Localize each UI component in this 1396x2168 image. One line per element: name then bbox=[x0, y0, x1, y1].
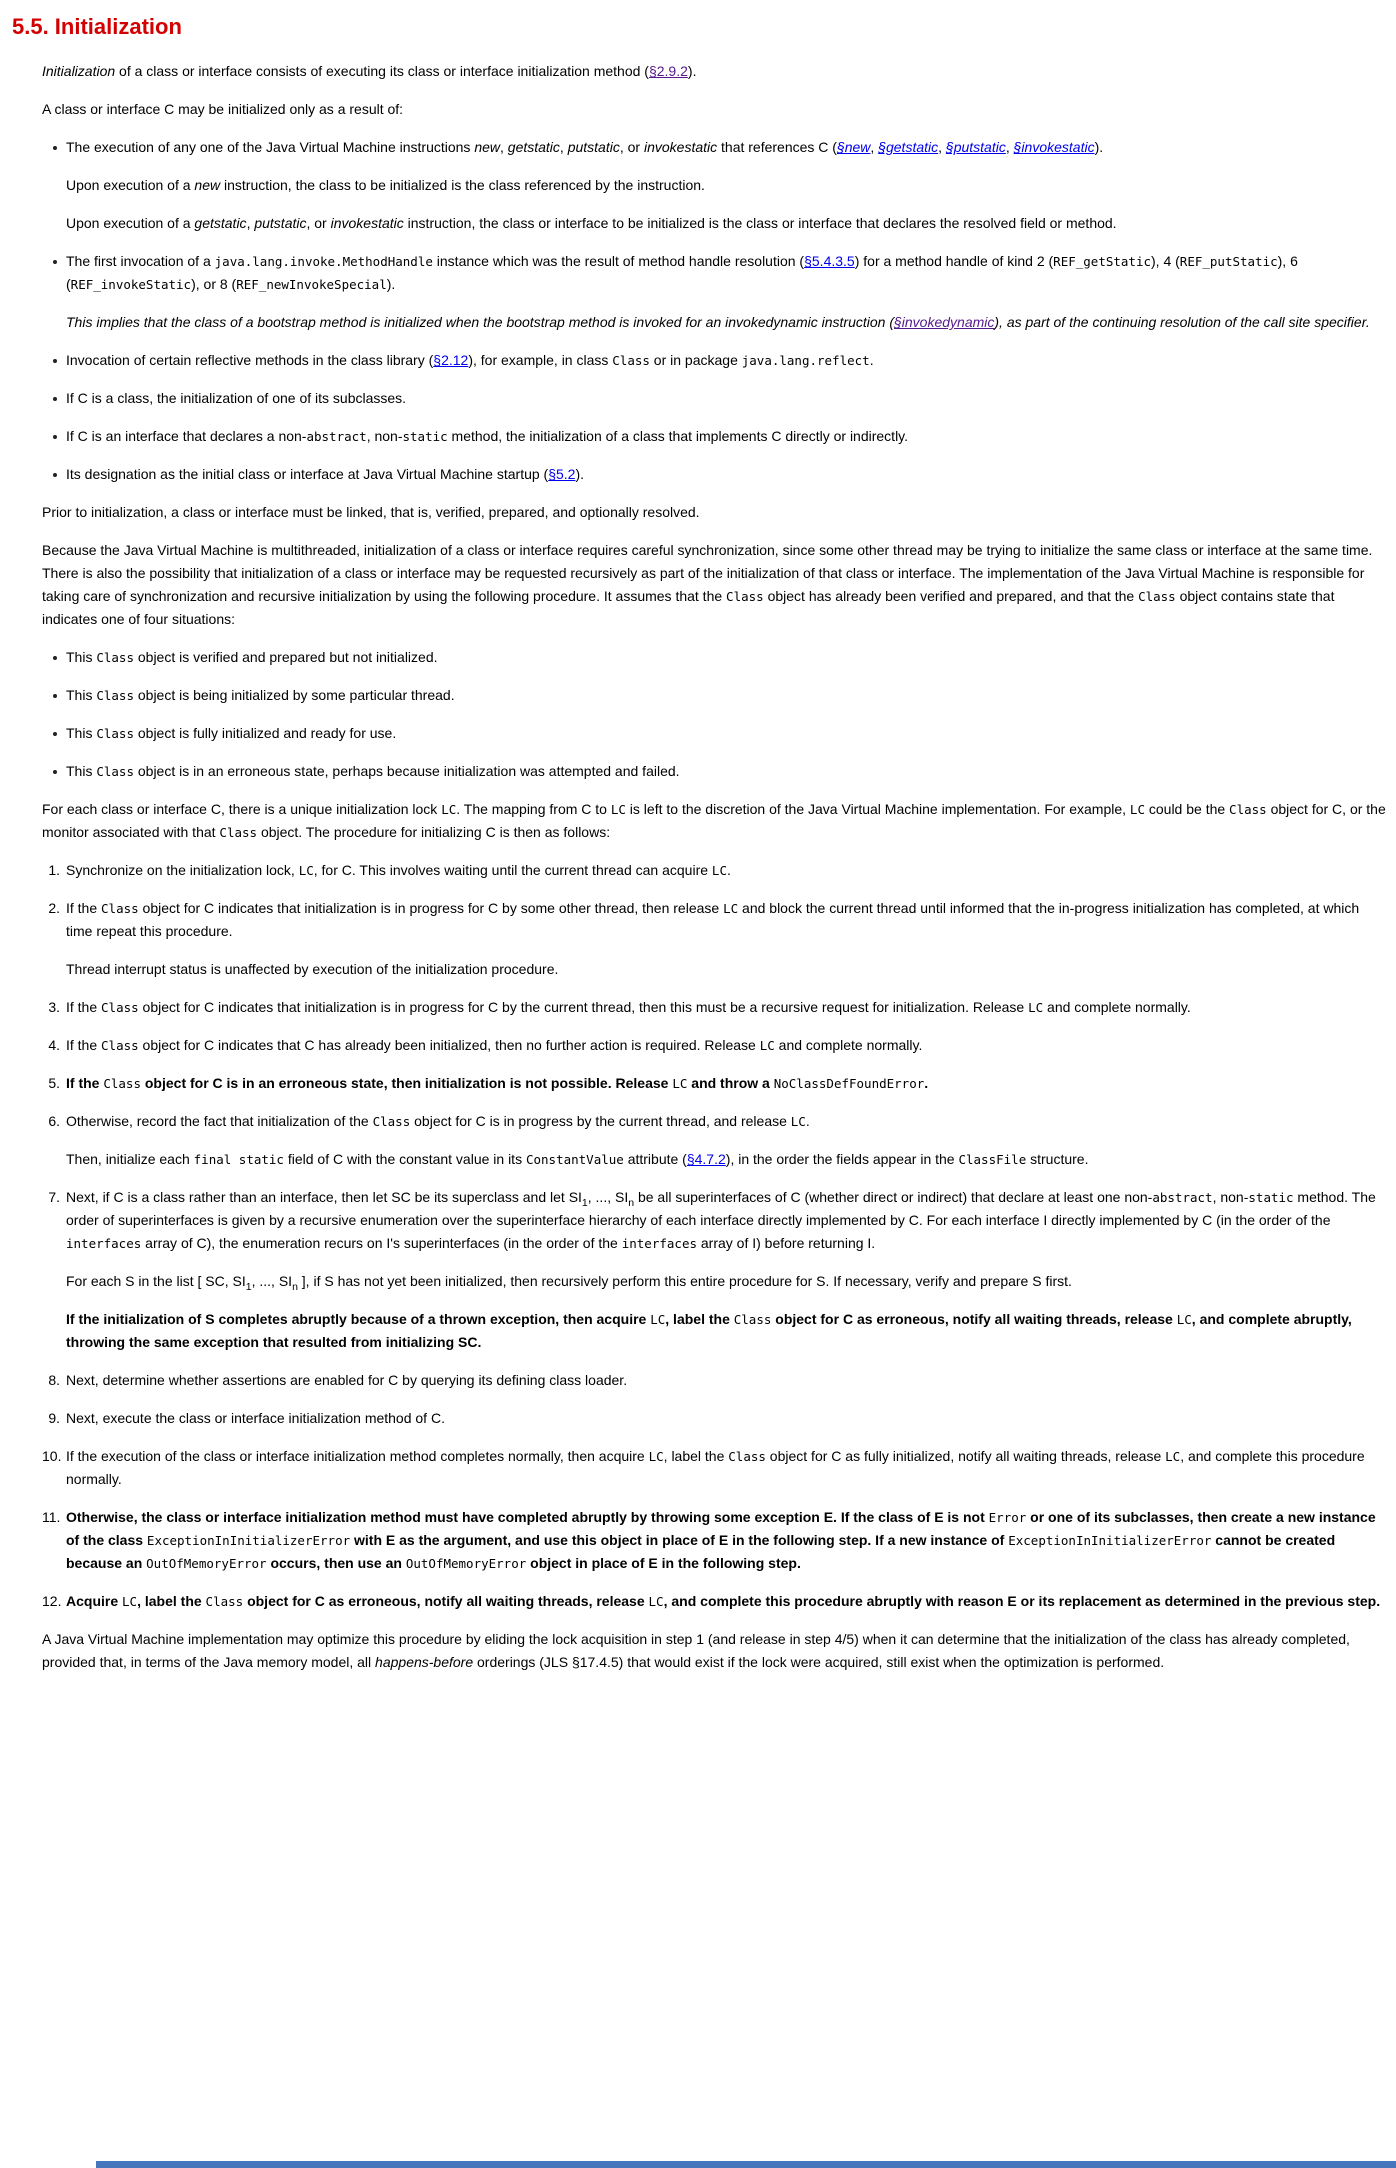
list-item bbox=[42, 1369, 1386, 1392]
code-span: LC bbox=[1176, 1312, 1192, 1327]
text-span: If the bbox=[66, 1075, 104, 1091]
list-item-text bbox=[66, 1072, 1386, 1095]
text-span: instruction, the class or interface to be initialized is the class or interface that declares the resolved field or method. bbox=[403, 215, 1117, 231]
text-span: object is verified and prepared but not initialized. bbox=[133, 649, 438, 665]
code-span: Class bbox=[219, 825, 258, 840]
list-number: 6. bbox=[48, 1113, 60, 1129]
list-number: 12. bbox=[42, 1593, 62, 1609]
text-span: , label the bbox=[665, 1311, 734, 1327]
list-item bbox=[42, 1590, 1386, 1613]
text-span: and complete normally. bbox=[774, 1037, 923, 1053]
text-span: of a class or interface consists of executing its class or interface initialization method ( bbox=[115, 63, 649, 79]
list-number: 11. bbox=[42, 1509, 61, 1525]
list-item bbox=[52, 646, 1386, 669]
code-span: REF_getStatic bbox=[1053, 254, 1152, 269]
subscript-text: 1 bbox=[581, 1196, 588, 1209]
text-span: If the initialization of S completes abruptly because of a thrown exception, then acquire bbox=[66, 1311, 651, 1327]
list-item-paragraph bbox=[66, 1270, 1386, 1293]
text-span: If the bbox=[66, 1037, 102, 1053]
text-span: instance which was the result of method handle resolution ( bbox=[432, 253, 805, 269]
text-span: object for C is in progress by the current thread, and release bbox=[410, 1113, 791, 1129]
text-span: Prior to initialization, a class or interface must be linked, that is, verified, prepared, and optionally resolved. bbox=[42, 504, 700, 520]
code-span: Class bbox=[1229, 802, 1267, 817]
code-span: LC bbox=[723, 901, 739, 916]
list-item bbox=[42, 1034, 1386, 1057]
code-span: Class bbox=[96, 764, 134, 779]
code-span: LC bbox=[711, 863, 727, 878]
code-span: Class bbox=[101, 901, 139, 916]
code-span: Class bbox=[733, 1312, 772, 1327]
list-item-text bbox=[66, 1590, 1386, 1613]
list-item-text bbox=[66, 425, 1386, 448]
text-span: Synchronize on the initialization lock, bbox=[66, 862, 299, 878]
section-link[interactable]: §4.7.2 bbox=[686, 1151, 726, 1167]
text-span: is left to the discretion of the Java Virtual Machine implementation. For example, bbox=[625, 801, 1130, 817]
list-item-paragraph bbox=[66, 311, 1386, 334]
code-span: static bbox=[402, 429, 448, 444]
code-span: Class bbox=[103, 1076, 141, 1091]
emphasis-text: getstatic bbox=[194, 215, 247, 231]
text-span: If the bbox=[66, 900, 102, 916]
text-span: or in package bbox=[649, 352, 742, 368]
text-span: object for C is in an erroneous state, then initialization is not possible. Release bbox=[140, 1075, 673, 1091]
text-span: . The mapping from C to bbox=[456, 801, 611, 817]
list-number: 9. bbox=[48, 1410, 60, 1426]
text-span: object for C indicates that C has already been initialized, then no further action is required. Release bbox=[138, 1037, 760, 1053]
list-item bbox=[42, 1445, 1386, 1491]
text-span: Acquire bbox=[66, 1593, 123, 1609]
section-title: 5.5. Initialization bbox=[12, 14, 182, 39]
list-item-text bbox=[66, 1110, 1386, 1133]
code-span: LC bbox=[1165, 1449, 1181, 1464]
section-link[interactable]: §invokedynamic bbox=[894, 314, 995, 330]
emphasis-text: Initialization bbox=[42, 63, 116, 79]
list-item bbox=[42, 996, 1386, 1019]
list-item-paragraph bbox=[66, 958, 1386, 981]
text-span: ). bbox=[575, 466, 585, 482]
code-span: Class bbox=[1138, 589, 1176, 604]
list-item bbox=[52, 760, 1386, 783]
emphasis-text: invokestatic bbox=[330, 215, 404, 231]
emphasis-text: new bbox=[194, 177, 221, 193]
code-span: Class bbox=[96, 726, 134, 741]
code-span: ExceptionInInitializerError bbox=[146, 1533, 351, 1548]
text-span: , non- bbox=[1212, 1189, 1249, 1205]
list-item-text bbox=[66, 684, 1386, 707]
text-span: object is in an erroneous state, perhaps because initialization was attempted and failed. bbox=[133, 763, 680, 779]
text-span: If C is a class, the initialization of one of its subclasses. bbox=[66, 390, 407, 406]
text-span: . bbox=[805, 1113, 810, 1129]
bullet-list bbox=[42, 646, 1386, 783]
text-span: object for C, or the monitor associated with that bbox=[42, 801, 1386, 840]
text-span: , and complete abruptly, throwing the same exception that resulted from initializing SC. bbox=[66, 1311, 1352, 1350]
list-item-text bbox=[66, 136, 1386, 159]
text-span: For each S in the list [ SC, SI bbox=[66, 1273, 246, 1289]
list-number: 8. bbox=[48, 1372, 60, 1388]
emphasis-text: putstatic bbox=[254, 215, 307, 231]
section-link[interactable]: §5.4.3.5 bbox=[804, 253, 855, 269]
text-span: This bbox=[66, 649, 97, 665]
text-span: occurs, then use an bbox=[266, 1555, 406, 1571]
emphasis-text: invokestatic bbox=[643, 139, 718, 155]
list-item bbox=[42, 897, 1386, 981]
paragraph bbox=[42, 798, 1386, 844]
list-item bbox=[52, 463, 1386, 486]
emphasis-text: happens-before bbox=[375, 1654, 474, 1670]
list-item-text bbox=[66, 1369, 1386, 1392]
code-span: LC bbox=[441, 802, 457, 817]
text-span: If the execution of the class or interface initialization method completes normally, then acquire bbox=[66, 1448, 649, 1464]
bullet-list bbox=[42, 136, 1386, 486]
text-span: , bbox=[870, 139, 879, 155]
list-item bbox=[42, 1407, 1386, 1430]
text-span: Because the Java Virtual Machine is multithreaded, initialization of a class or interface requires careful synchronization, since some other thread may be trying to initialize the same class or interface at the same time. There is also the possibility that initialization of a class or interface may be requested recursively as part of the initialization of that class or interface. The implementation of the Java Virtual Machine is responsible for taking care of synchronization and recursive initialization by using the following procedure. It assumes that the bbox=[42, 542, 1373, 604]
text-span: , bbox=[1005, 139, 1014, 155]
list-item-text bbox=[66, 387, 1386, 410]
text-span: , label the bbox=[663, 1448, 729, 1464]
text-span: ). bbox=[386, 276, 396, 292]
code-span: LC bbox=[790, 1114, 806, 1129]
code-span: java.lang.invoke.MethodHandle bbox=[214, 254, 433, 269]
text-span: , bbox=[500, 139, 508, 155]
paragraph bbox=[42, 1628, 1386, 1674]
list-number: 5. bbox=[48, 1075, 60, 1091]
text-span: ], if S has not yet been initialized, then recursively perform this entire procedure for S. If necessary, verify and prepare S first. bbox=[297, 1273, 1072, 1289]
text-span: Upon execution of a bbox=[66, 215, 195, 231]
text-span: ) for a method handle of kind 2 ( bbox=[854, 253, 1054, 269]
section-link[interactable]: §invokestatic bbox=[1013, 139, 1095, 155]
paragraph bbox=[42, 98, 1386, 121]
text-span: object for C as fully initialized, notify all waiting threads, release bbox=[765, 1448, 1166, 1464]
paragraph bbox=[42, 60, 1386, 83]
text-span: The first invocation of a bbox=[66, 253, 215, 269]
list-item bbox=[52, 250, 1386, 334]
text-span: , non- bbox=[366, 428, 403, 444]
list-number: 4. bbox=[48, 1037, 60, 1053]
text-span: Upon execution of a bbox=[66, 177, 195, 193]
text-span: method. The order of superinterfaces is given by a recursive enumeration over the superinterface hierarchy of each interface directly implemented by C. For each interface I directly implemented by C (in the order of the bbox=[66, 1189, 1376, 1228]
section-link[interactable]: §2.12 bbox=[433, 352, 469, 368]
text-span: be all superinterfaces of C (whether direct or indirect) that declare at least one non- bbox=[634, 1189, 1153, 1205]
code-span: LC bbox=[672, 1076, 688, 1091]
code-span: LC bbox=[122, 1594, 138, 1609]
text-span: and throw a bbox=[687, 1075, 774, 1091]
code-span: Class bbox=[612, 353, 650, 368]
text-span: array of C), the enumeration recurs on I's superinterfaces (in the order of the bbox=[141, 1235, 622, 1251]
text-span: object is being initialized by some particular thread. bbox=[133, 687, 455, 703]
text-span: If the bbox=[66, 999, 102, 1015]
list-item-text bbox=[66, 349, 1386, 372]
text-span: For each class or interface C, there is a unique initialization lock bbox=[42, 801, 442, 817]
text-span: A class or interface C may be initialized only as a result of: bbox=[42, 101, 404, 117]
text-span: ), 4 ( bbox=[1151, 253, 1180, 269]
text-span: object has already been verified and prepared, and that the bbox=[763, 588, 1139, 604]
text-span: ). bbox=[687, 63, 697, 79]
ordered-list bbox=[42, 859, 1386, 1613]
code-span: Class bbox=[96, 688, 134, 703]
list-item-paragraph bbox=[66, 212, 1386, 235]
text-span: object for C as erroneous, notify all waiting threads, release bbox=[771, 1311, 1177, 1327]
list-item bbox=[52, 349, 1386, 372]
text-span: instruction, the class to be initialized is the class referenced by the instruction. bbox=[220, 177, 705, 193]
list-item bbox=[52, 722, 1386, 745]
text-span: . bbox=[924, 1075, 929, 1091]
text-span: The execution of any one of the Java Virtual Machine instructions bbox=[66, 139, 475, 155]
section-link[interactable]: §2.9.2 bbox=[648, 63, 688, 79]
code-span: Error bbox=[988, 1510, 1027, 1525]
text-span: that references C ( bbox=[717, 139, 837, 155]
text-span: , ..., SI bbox=[251, 1273, 293, 1289]
text-span: ), in the order the fields appear in the bbox=[725, 1151, 959, 1167]
emphasis-text: getstatic bbox=[507, 139, 560, 155]
text-span: Next, determine whether assertions are enabled for C by querying its defining class loader. bbox=[66, 1372, 628, 1388]
list-item-text bbox=[66, 859, 1386, 882]
code-span: final static bbox=[193, 1152, 284, 1167]
text-span: object is fully initialized and ready for use. bbox=[133, 725, 397, 741]
text-span: Then, initialize each bbox=[66, 1151, 194, 1167]
code-span: Class bbox=[372, 1114, 411, 1129]
paragraph bbox=[42, 501, 1386, 524]
text-span: and block the current thread until informed that the in-progress initialization has completed, at which time repeat this procedure. bbox=[66, 900, 1360, 939]
text-span: , for C. This involves waiting until the current thread can acquire bbox=[313, 862, 712, 878]
code-span: abstract bbox=[1152, 1190, 1213, 1205]
text-span: . bbox=[726, 862, 731, 878]
code-span: REF_invokeStatic bbox=[70, 277, 192, 292]
text-span: This implies that the class of a bootstrap method is initialized when the bootstrap method is invoked for an bbox=[66, 314, 726, 330]
text-span: , or bbox=[619, 139, 644, 155]
list-item bbox=[52, 387, 1386, 410]
code-span: NoClassDefFoundError bbox=[773, 1076, 925, 1091]
code-span: REF_newInvokeSpecial bbox=[236, 277, 387, 292]
code-span: OutOfMemoryError bbox=[405, 1556, 527, 1571]
code-span: REF_putStatic bbox=[1179, 254, 1278, 269]
text-span: and complete normally. bbox=[1043, 999, 1191, 1015]
code-span: ClassFile bbox=[958, 1152, 1027, 1167]
text-span: This bbox=[66, 725, 97, 741]
text-span: object for C indicates that initialization is in progress for C by the current thread, then this must be a recursive request for initialization. Release bbox=[138, 999, 1029, 1015]
text-span: If C is an interface that declares a non- bbox=[66, 428, 307, 444]
text-span: , ..., SI bbox=[587, 1189, 629, 1205]
text-span: structure. bbox=[1026, 1151, 1089, 1167]
text-span: , bbox=[246, 215, 255, 231]
text-span: , and complete this procedure normally. bbox=[66, 1448, 1365, 1487]
code-span: java.lang.reflect bbox=[741, 353, 870, 368]
list-item-paragraph bbox=[66, 174, 1386, 197]
text-span: ), as part of the continuing resolution of the call site specifier. bbox=[994, 314, 1370, 330]
text-span: object in place of E in the following step. bbox=[526, 1555, 801, 1571]
code-span: LC bbox=[648, 1449, 664, 1464]
list-item-text bbox=[66, 1445, 1386, 1491]
text-span: object contains state that indicates one of four situations: bbox=[42, 588, 1335, 627]
text-span: , or bbox=[306, 215, 331, 231]
list-item bbox=[42, 1186, 1386, 1354]
text-span: Otherwise, the class or interface initialization method must have completed abruptly by throwing some exception E. If the class of E is not bbox=[66, 1509, 989, 1525]
text-span: array of I) before returning I. bbox=[697, 1235, 876, 1251]
text-span: Thread interrupt status is unaffected by execution of the initialization procedure. bbox=[66, 961, 559, 977]
section-link[interactable]: §putstatic bbox=[945, 139, 1006, 155]
code-span: ConstantValue bbox=[525, 1152, 624, 1167]
text-span: orderings (JLS §17.4.5) that would exist if the lock were acquired, still exist when the optimization is performed. bbox=[473, 1654, 1165, 1670]
list-number: 2. bbox=[48, 900, 60, 916]
text-span: , bbox=[559, 139, 568, 155]
text-span: , label the bbox=[137, 1593, 206, 1609]
text-span: or one of its subclasses, then create a new instance of the class bbox=[66, 1509, 1376, 1548]
text-span: field of C with the constant value in its bbox=[283, 1151, 526, 1167]
text-span: could be the bbox=[1144, 801, 1230, 817]
section-link[interactable]: §5.2 bbox=[548, 466, 576, 482]
code-span: LC bbox=[1028, 1000, 1044, 1015]
list-item-text bbox=[66, 1506, 1386, 1575]
emphasis-text: new bbox=[474, 139, 500, 155]
list-item-text bbox=[66, 722, 1386, 745]
list-item-text bbox=[66, 463, 1386, 486]
text-span: instruction ( bbox=[817, 314, 894, 330]
section-body bbox=[42, 60, 1386, 1674]
code-span: static bbox=[1248, 1190, 1294, 1205]
code-span: Class bbox=[205, 1594, 244, 1609]
code-span: LC bbox=[650, 1312, 666, 1327]
list-item-paragraph bbox=[66, 1148, 1386, 1171]
text-span: ), for example, in class bbox=[468, 352, 613, 368]
text-span: Otherwise, record the fact that initialization of the bbox=[66, 1113, 373, 1129]
code-span: LC bbox=[610, 802, 626, 817]
code-span: Class bbox=[726, 589, 764, 604]
code-span: Class bbox=[96, 650, 134, 665]
code-span: abstract bbox=[306, 429, 367, 444]
text-span: Next, execute the class or interface initialization method of C. bbox=[66, 1410, 445, 1426]
emphasis-text: putstatic bbox=[567, 139, 620, 155]
list-item-text bbox=[66, 1186, 1386, 1255]
text-span: . bbox=[869, 352, 874, 368]
list-item-text bbox=[66, 897, 1386, 943]
text-span: ), or 8 ( bbox=[191, 276, 237, 292]
code-span: Class bbox=[101, 1038, 139, 1053]
list-item bbox=[42, 1506, 1386, 1575]
code-span: LC bbox=[759, 1038, 775, 1053]
text-span: object for C as erroneous, notify all waiting threads, release bbox=[243, 1593, 649, 1609]
text-span: Invocation of certain reflective methods in the class library ( bbox=[66, 352, 434, 368]
list-item bbox=[42, 1110, 1386, 1171]
subscript-text: n bbox=[292, 1280, 298, 1293]
section-link[interactable]: §new bbox=[836, 139, 871, 155]
code-span: interfaces bbox=[66, 1236, 142, 1251]
text-span: ), 6 ( bbox=[66, 253, 1298, 292]
list-item-text bbox=[66, 996, 1386, 1019]
list-item-text bbox=[66, 1034, 1386, 1057]
text-span: Its designation as the initial class or interface at Java Virtual Machine startup ( bbox=[66, 466, 549, 482]
section-link[interactable]: §getstatic bbox=[878, 139, 939, 155]
text-span: Next, if C is a class rather than an interface, then let SC be its superclass and let SI bbox=[66, 1189, 582, 1205]
text-span: method, the initialization of a class that implements C directly or indirectly. bbox=[447, 428, 909, 444]
code-span: LC bbox=[648, 1594, 664, 1609]
list-item bbox=[52, 136, 1386, 235]
list-item-paragraph bbox=[66, 1308, 1386, 1354]
text-span: attribute ( bbox=[623, 1151, 687, 1167]
text-span: invokedynamic bbox=[725, 314, 818, 330]
code-span: interfaces bbox=[621, 1236, 697, 1251]
list-item-text bbox=[66, 760, 1386, 783]
list-item bbox=[52, 425, 1386, 448]
list-number: 10. bbox=[42, 1448, 62, 1464]
list-item bbox=[42, 1072, 1386, 1095]
list-item-text bbox=[66, 1407, 1386, 1430]
list-item bbox=[42, 859, 1386, 882]
text-span: ). bbox=[1094, 139, 1104, 155]
text-span: cannot be created because an bbox=[66, 1532, 1336, 1571]
code-span: Class bbox=[728, 1449, 766, 1464]
text-span: This bbox=[66, 687, 97, 703]
text-span: This bbox=[66, 763, 97, 779]
text-span: , and complete this procedure abruptly with reason E or its replacement as determined in the previous step. bbox=[663, 1593, 1381, 1609]
code-span: LC bbox=[1129, 802, 1145, 817]
text-span: , bbox=[938, 139, 946, 155]
bottom-bar bbox=[96, 2161, 1396, 2168]
subscript-text: n bbox=[628, 1196, 635, 1209]
list-number: 3. bbox=[48, 999, 60, 1015]
list-number: 7. bbox=[48, 1189, 60, 1205]
text-span: object for C indicates that initialization is in progress for C by some other thread, then release bbox=[138, 900, 724, 916]
list-item-text bbox=[66, 250, 1386, 296]
text-span: object. The procedure for initializing C is then as follows: bbox=[257, 824, 611, 840]
code-span: ExceptionInInitializerError bbox=[1008, 1533, 1212, 1548]
list-number: 1. bbox=[48, 862, 60, 878]
code-span: Class bbox=[101, 1000, 139, 1015]
code-span: LC bbox=[298, 863, 314, 878]
text-span: A Java Virtual Machine implementation may optimize this procedure by eliding the lock acquisition in step 1 (and release in step 4/5) when it can determine that the initialization of the class has already completed, provided that, in terms of the Java memory model, all bbox=[42, 1631, 1350, 1670]
list-item-text bbox=[66, 646, 1386, 669]
list-item bbox=[52, 684, 1386, 707]
text-span: with E as the argument, and use this object in place of E in the following step. If a new instance of bbox=[350, 1532, 1009, 1548]
subscript-text: 1 bbox=[245, 1280, 252, 1293]
code-span: OutOfMemoryError bbox=[146, 1556, 267, 1571]
paragraph bbox=[42, 539, 1386, 631]
